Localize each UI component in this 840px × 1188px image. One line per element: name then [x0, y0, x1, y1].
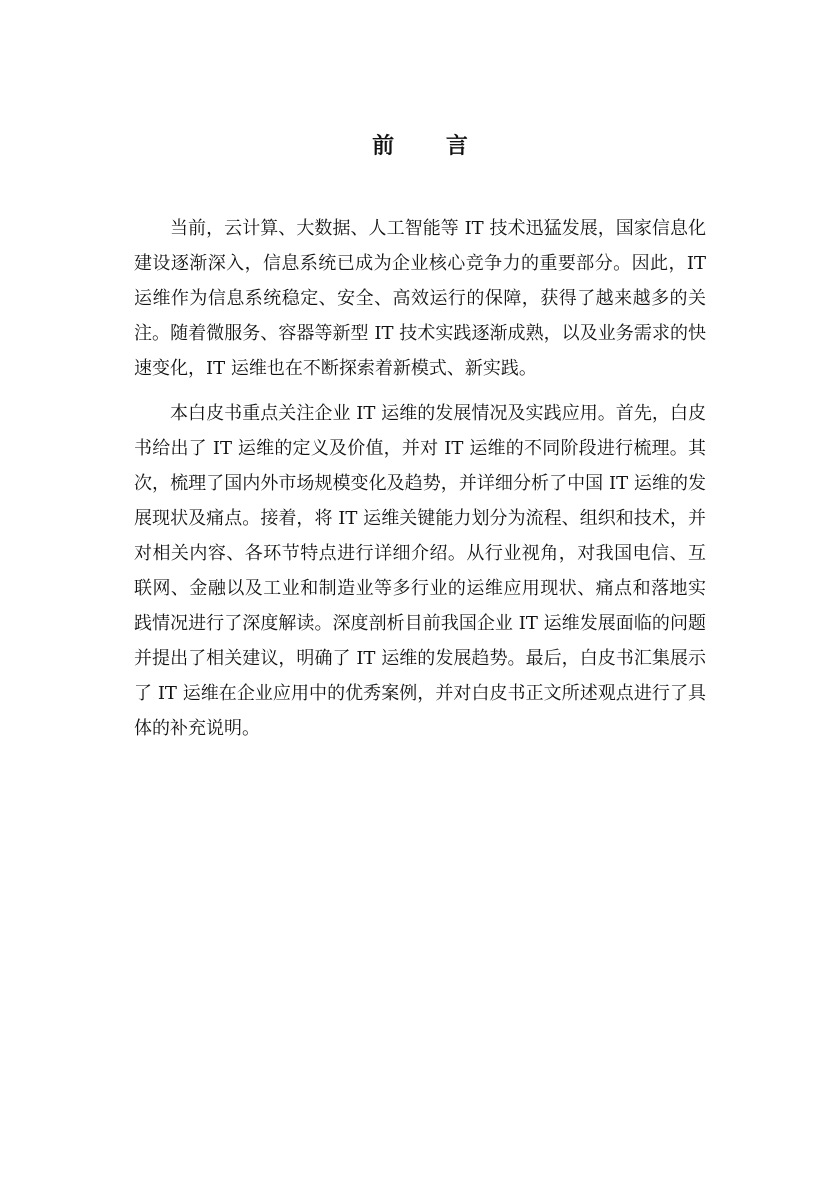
paragraph-intro: 当前，云计算、大数据、人工智能等 IT 技术迅猛发展，国家信息化建设逐渐深入，信息系统已成为企业核心竞争力的重要部分。因此，IT 运维作为信息系统稳定、安全、高效运行的保障，获得了越来越多的关注。随着微服务、容器等新型 IT 技术实践逐渐成熟，以及业务需求的快速变化，IT 运维也在不断探索着新模式、新实践。	[134, 218, 706, 379]
page-title: 前 言	[372, 133, 490, 159]
paragraph-overview: 本白皮书重点关注企业 IT 运维的发展情况及实践应用。首先，白皮书给出了 IT 运维的定义及价值，并对 IT 运维的不同阶段进行梳理。其次，梳理了国内外市场规模变化及趋势，并详细分析了中国 IT 运维的发展现状及痛点。接着，将 IT 运维关键能力划分为流程、组织和技术，并对相关内容、各环节特点进行详细介绍。从行业视角，对我国电信、互联网、金融以及工业和制造业等多行业的运维应用现状、痛点和落地实践情况进行了深度解读。深度剖析目前我国企业 IT 运维发展面临的问题并提出了相关建议，明确了 IT 运维的发展趋势。最后，白皮书汇集展示了 IT 运维在企业应用中的优秀案例，并对白皮书正文所述观点进行了具体的补充说明。	[134, 403, 706, 739]
document-body	[134, 211, 706, 746]
